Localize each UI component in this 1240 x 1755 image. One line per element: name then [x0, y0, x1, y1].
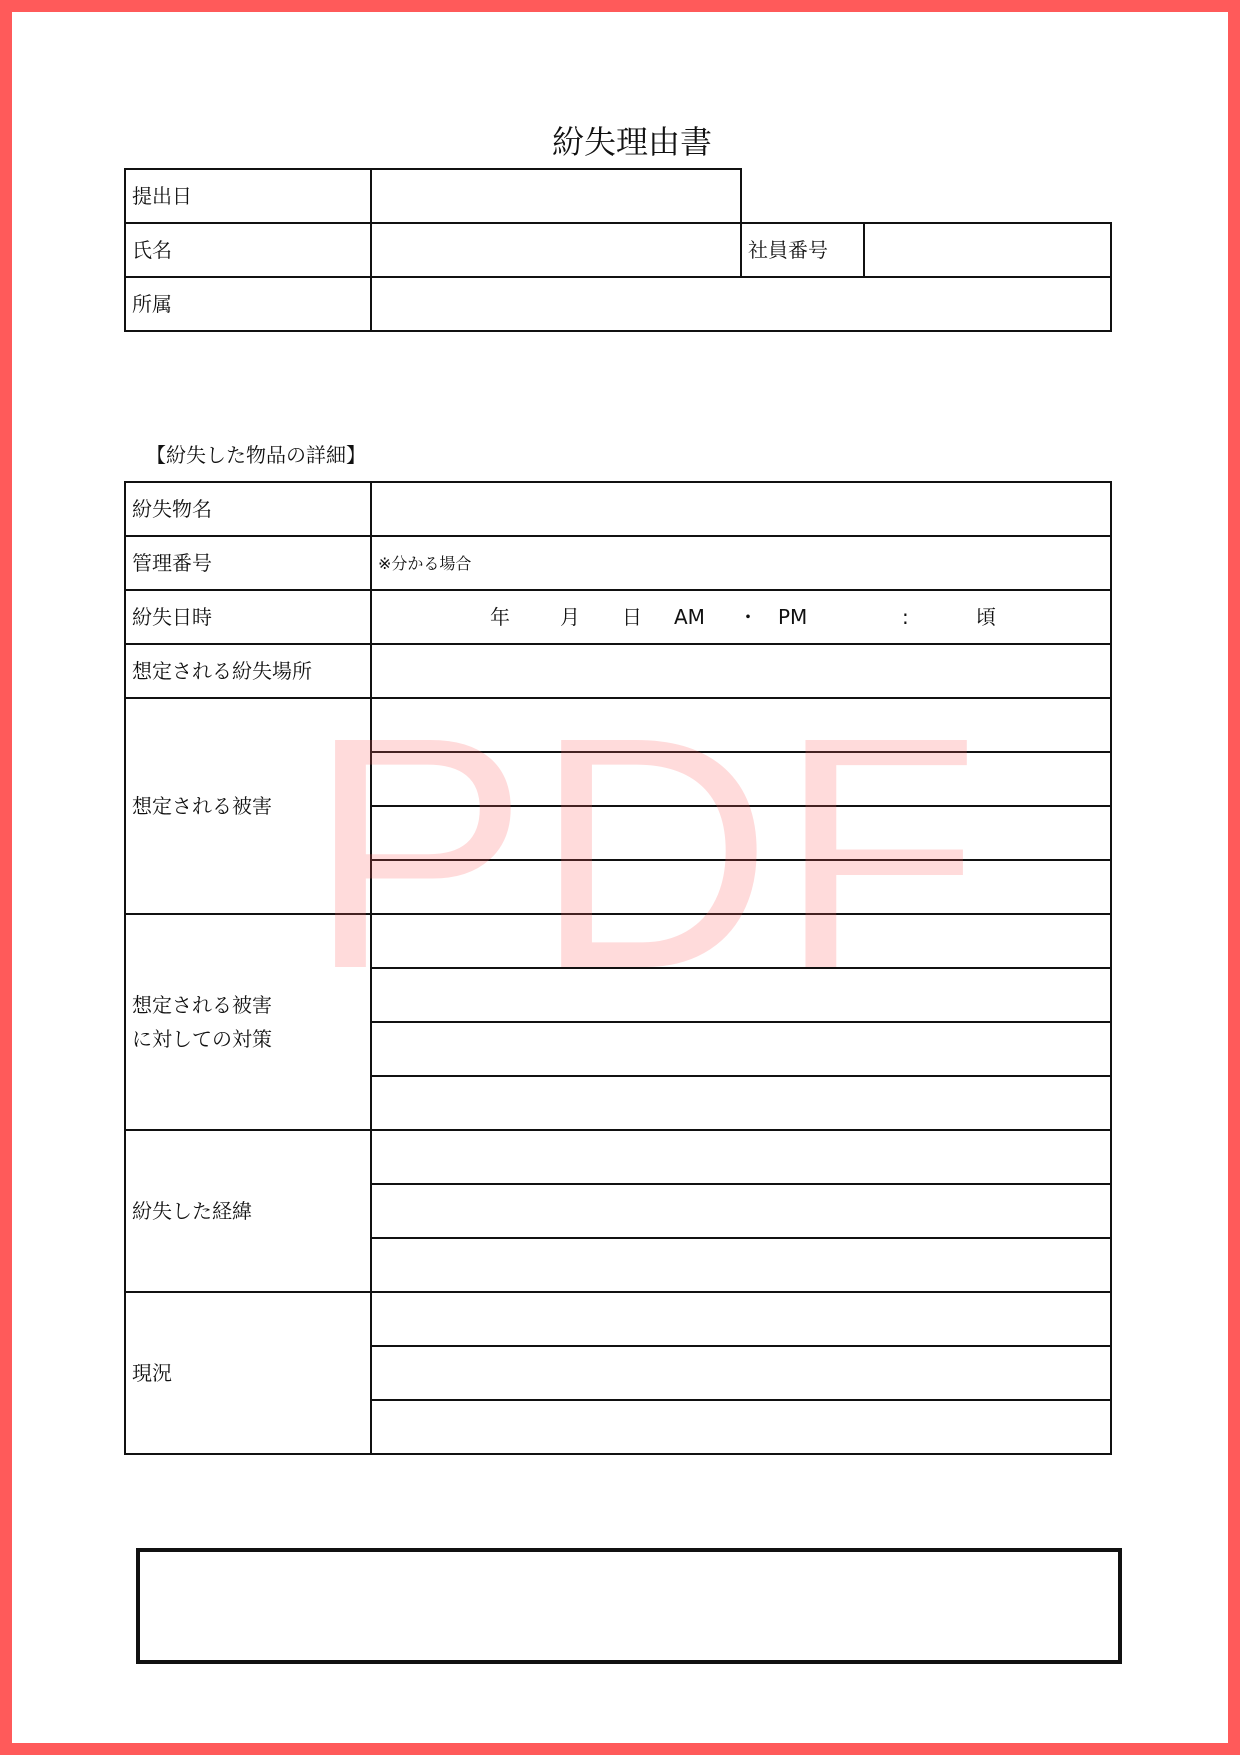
lost-datetime-row [125, 590, 1111, 644]
circumstances-row-1 [125, 1130, 1111, 1184]
current-status-label: 現況 [125, 1292, 371, 1454]
damage-line[interactable] [371, 806, 1111, 860]
details-table [124, 481, 1112, 1455]
approx-label: 頃 [976, 605, 996, 629]
circumstances-line[interactable] [371, 1238, 1111, 1292]
damage-line[interactable] [371, 698, 1111, 752]
submit-date-field[interactable] [371, 169, 741, 223]
section-title: 【紛失した物品の詳細】 [146, 443, 366, 467]
name-field[interactable] [371, 223, 741, 277]
location-field[interactable] [371, 644, 1111, 698]
countermeasure-label-line2: に対しての対策 [132, 1027, 272, 1051]
bottom-box[interactable] [136, 1548, 1122, 1664]
countermeasure-label [125, 914, 371, 1130]
control-no-hint: ※分かる場合 [378, 554, 472, 573]
circumstances-line[interactable] [371, 1184, 1111, 1238]
name-row [125, 223, 1111, 277]
submit-date-row [125, 169, 1111, 223]
department-row [125, 277, 1111, 331]
department-label: 所属 [125, 277, 371, 331]
submit-date-label: 提出日 [125, 169, 371, 223]
department-field[interactable] [371, 277, 1111, 331]
separator-dot: ・ [738, 605, 758, 629]
am-label: AM [674, 605, 705, 629]
countermeasure-line[interactable] [371, 914, 1111, 968]
lost-datetime-label: 紛失日時 [125, 590, 371, 644]
current-status-line[interactable] [371, 1292, 1111, 1346]
document-title: 紛失理由書 [551, 123, 712, 161]
damage-line[interactable] [371, 860, 1111, 914]
day-unit: 日 [622, 605, 642, 629]
pm-label: PM [778, 605, 808, 629]
current-status-row-1 [125, 1292, 1111, 1346]
item-name-row [125, 482, 1111, 536]
current-status-line[interactable] [371, 1346, 1111, 1400]
damage-label: 想定される被害 [125, 698, 371, 914]
control-no-label: 管理番号 [125, 536, 371, 590]
header-table [124, 168, 1112, 332]
employee-no-label: 社員番号 [741, 223, 864, 277]
current-status-line[interactable] [371, 1400, 1111, 1454]
countermeasure-line[interactable] [371, 1022, 1111, 1076]
circumstances-label: 紛失した経緯 [125, 1130, 371, 1292]
countermeasure-line[interactable] [371, 968, 1111, 1022]
name-label: 氏名 [125, 223, 371, 277]
time-colon: : [902, 605, 909, 629]
item-name-label: 紛失物名 [125, 482, 371, 536]
location-row [125, 644, 1111, 698]
control-no-field[interactable] [371, 536, 1111, 590]
month-unit: 月 [560, 605, 580, 629]
control-no-row [125, 536, 1111, 590]
countermeasure-row-1 [125, 914, 1111, 968]
datetime-template [378, 600, 1104, 634]
damage-line[interactable] [371, 752, 1111, 806]
lost-datetime-field[interactable] [371, 590, 1111, 644]
year-unit: 年 [490, 605, 510, 629]
pdf-watermark: PDF [308, 668, 986, 1037]
employee-no-field[interactable] [864, 223, 1111, 277]
circumstances-line[interactable] [371, 1130, 1111, 1184]
damage-row-1 [125, 698, 1111, 752]
countermeasure-label-line1: 想定される被害 [132, 993, 272, 1017]
location-label: 想定される紛失場所 [125, 644, 371, 698]
blank-corner [741, 169, 1111, 223]
item-name-field[interactable] [371, 482, 1111, 536]
countermeasure-line[interactable] [371, 1076, 1111, 1130]
